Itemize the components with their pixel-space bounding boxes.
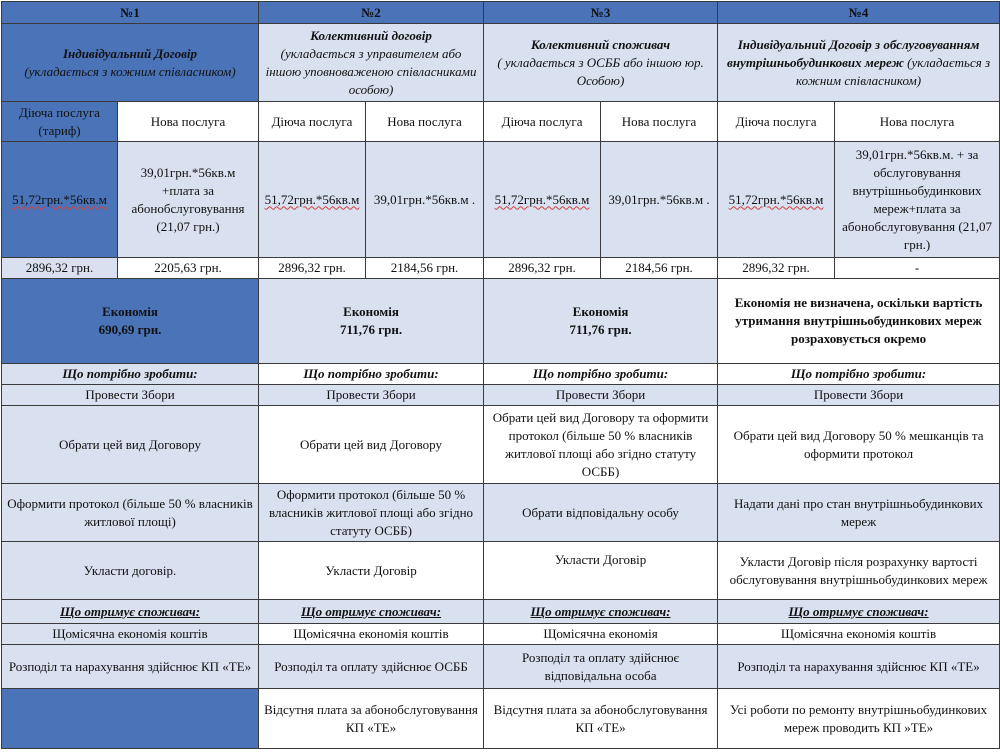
formula-c2-new: 39,01грн.*56кв.м . <box>366 142 484 258</box>
gets-r1-c2: Щомісячна економія коштів <box>259 624 484 645</box>
header-no2: №2 <box>259 2 484 24</box>
formula-c1-current-text: 51,72грн.*56кв.м <box>12 191 107 207</box>
gets-r2-c3: Розподіл та оплату здійснює відповідальна особа <box>484 645 718 689</box>
todo-heading-c4: Що потрібно зробити: <box>718 364 1000 385</box>
gets-row-2 <box>2 645 1000 689</box>
header-row <box>2 2 1000 24</box>
gets-r2-c2: Розподіл та оплату здійснює ОСББ <box>259 645 484 689</box>
todo-row-4 <box>2 542 1000 600</box>
formula-c2-current-text: 51,72грн.*56кв.м <box>264 191 360 207</box>
gets-r1-c1: Щомісячна економія коштів <box>2 624 259 645</box>
todo-heading-c3: Що потрібно зробити: <box>484 364 718 385</box>
formula-c3-current <box>484 142 601 258</box>
todo-r2-c4: Обрати цей вид Договору 50 % мешканців та оформити протокол <box>718 406 1000 484</box>
totals-row <box>2 258 1000 279</box>
formula-c3-current-text: 51,72грн.*56кв.м <box>494 191 590 207</box>
todo-r1-c4: Провести Збори <box>718 385 1000 406</box>
contract-title-3: Колективний споживач <box>530 36 671 52</box>
gets-heading-c4: Що отримує споживач: <box>718 600 1000 624</box>
todo-r4-c3: Укласти Договір <box>484 542 718 600</box>
comparison-table <box>1 1 1000 749</box>
formula-c1-new: 39,01грн.*56кв.м +плата за абонобслуговування (21,07 грн.) <box>118 142 259 258</box>
economy-c1-value: 690,69 грн. <box>98 322 162 337</box>
economy-c2-value: 711,76 грн. <box>339 322 403 337</box>
economy-row <box>2 279 1000 364</box>
todo-row-3 <box>2 484 1000 542</box>
economy-c3 <box>484 279 718 364</box>
todo-r1-c2: Провести Збори <box>259 385 484 406</box>
economy-c3-label: Економія <box>572 304 629 319</box>
service-label-row <box>2 102 1000 142</box>
todo-r2-c2: Обрати цей вид Договору <box>259 406 484 484</box>
formula-row <box>2 142 1000 258</box>
todo-r3-c1: Оформити протокол (більше 50 % власників житлової площі) <box>2 484 259 542</box>
todo-r4-c1: Укласти договір. <box>2 542 259 600</box>
contract-title-2: Колективний договір <box>310 27 432 43</box>
total-c1-current: 2896,32 грн. <box>2 258 118 279</box>
service-label-c1-new: Нова послуга <box>118 102 259 142</box>
economy-c2-label: Економія <box>343 304 399 319</box>
contract-type-4 <box>718 24 1000 102</box>
contract-type-row <box>2 24 1000 102</box>
gets-r3-c3: Відсутня плата за абонобслуговування КП «ТЕ» <box>484 689 718 749</box>
total-c3-current: 2896,32 грн. <box>484 258 601 279</box>
todo-r1-c3: Провести Збори <box>484 385 718 406</box>
contract-type-1 <box>2 24 259 102</box>
todo-r4-c4: Укласти Договір після розрахунку вартості обслуговування внутрішньобудинкових мереж <box>718 542 1000 600</box>
gets-r3-c2: Відсутня плата за абонобслуговування КП «ТЕ» <box>259 689 484 749</box>
gets-r1-c4: Щомісячна економія коштів <box>718 624 1000 645</box>
service-label-c1-current: Діюча послуга (тариф) <box>2 102 118 142</box>
todo-r2-c1: Обрати цей вид Договору <box>2 406 259 484</box>
gets-row-1 <box>2 624 1000 645</box>
contract-sub-1: (укладається з кожним співласником) <box>24 63 236 79</box>
gets-heading-row <box>2 600 1000 624</box>
todo-heading-c2: Що потрібно зробити: <box>259 364 484 385</box>
total-c1-new: 2205,63 грн. <box>118 258 259 279</box>
todo-r3-c4: Надати дані про стан внутрішньобудинкових мереж <box>718 484 1000 542</box>
gets-r3-c1 <box>2 689 259 749</box>
service-label-c4-new: Нова послуга <box>835 102 1000 142</box>
gets-row-3 <box>2 689 1000 749</box>
total-c4-current: 2896,32 грн. <box>718 258 835 279</box>
header-no1: №1 <box>2 2 259 24</box>
gets-r2-c1: Розподіл та нарахування здійснює КП «ТЕ» <box>2 645 259 689</box>
contract-sub-3: ( укладається з ОСББ або іншою юр. Особою) <box>497 54 704 88</box>
contract-sub-2: (укладається з управителем або іншою уповноваженою співласниками особою) <box>265 45 477 97</box>
formula-c4-current <box>718 142 835 258</box>
gets-r3-c4: Усі роботи по ремонту внутрішньобудинкових мереж проводить КП »ТЕ» <box>718 689 1000 749</box>
service-label-c3-current: Діюча послуга <box>484 102 601 142</box>
contract-type-2 <box>259 24 484 102</box>
todo-r4-c2: Укласти Договір <box>259 542 484 600</box>
total-c2-current: 2896,32 грн. <box>259 258 366 279</box>
todo-r2-c3: Обрати цей вид Договору та оформити протокол (більше 50 % власників житлової площі або згідно статуту ОСББ) <box>484 406 718 484</box>
economy-c1 <box>2 279 259 364</box>
contract-title-4: Індивідуальний Договір з обслуговуванням внутрішньобудинкових мереж <box>727 36 980 70</box>
todo-row-2 <box>2 406 1000 484</box>
total-c3-new: 2184,56 грн. <box>601 258 718 279</box>
economy-c1-label: Економія <box>102 304 158 319</box>
gets-heading-c2: Що отримує споживач: <box>259 600 484 624</box>
todo-r1-c1: Провести Збори <box>2 385 259 406</box>
total-c4-new: - <box>835 258 1000 279</box>
total-c2-new: 2184,56 грн. <box>366 258 484 279</box>
service-label-c2-current: Діюча послуга <box>259 102 366 142</box>
economy-c2 <box>259 279 484 364</box>
contract-type-3 <box>484 24 718 102</box>
formula-c1-current <box>2 142 118 258</box>
header-no4: №4 <box>718 2 1000 24</box>
contract-sub-4: (укладається з кожним співласником) <box>795 54 991 88</box>
gets-r1-c3: Щомісячна економія <box>484 624 718 645</box>
todo-heading-c1: Що потрібно зробити: <box>2 364 259 385</box>
formula-c2-current <box>259 142 366 258</box>
service-label-c4-current: Діюча послуга <box>718 102 835 142</box>
economy-c4: Економія не визначена, оскільки вартість утримання внутрішньобудинкових мереж розраховується окремо <box>718 279 1000 364</box>
gets-heading-c3: Що отримує споживач: <box>484 600 718 624</box>
header-no3: №3 <box>484 2 718 24</box>
gets-heading-c1: Що отримує споживач: <box>2 600 259 624</box>
service-label-c2-new: Нова послуга <box>366 102 484 142</box>
formula-c4-current-text: 51,72грн.*56кв.м <box>728 191 824 207</box>
todo-r3-c2: Оформити протокол (більше 50 % власників житлової площі або згідно статуту ОСББ) <box>259 484 484 542</box>
todo-row-1 <box>2 385 1000 406</box>
economy-c3-value: 711,76 грн. <box>569 322 632 337</box>
formula-c3-new: 39,01грн.*56кв.м . <box>601 142 718 258</box>
gets-r2-c4: Розподіл та нарахування здійснює КП «ТЕ» <box>718 645 1000 689</box>
contract-title-1: Індивідуальний Договір <box>62 45 198 61</box>
todo-heading-row <box>2 364 1000 385</box>
formula-c4-new: 39,01грн.*56кв.м. + за обслуговування внутрішньобудинкових мереж+плата за абонобслуговування (21,07 грн.) <box>835 142 1000 258</box>
service-label-c3-new: Нова послуга <box>601 102 718 142</box>
todo-r3-c3: Обрати відповідальну особу <box>484 484 718 542</box>
